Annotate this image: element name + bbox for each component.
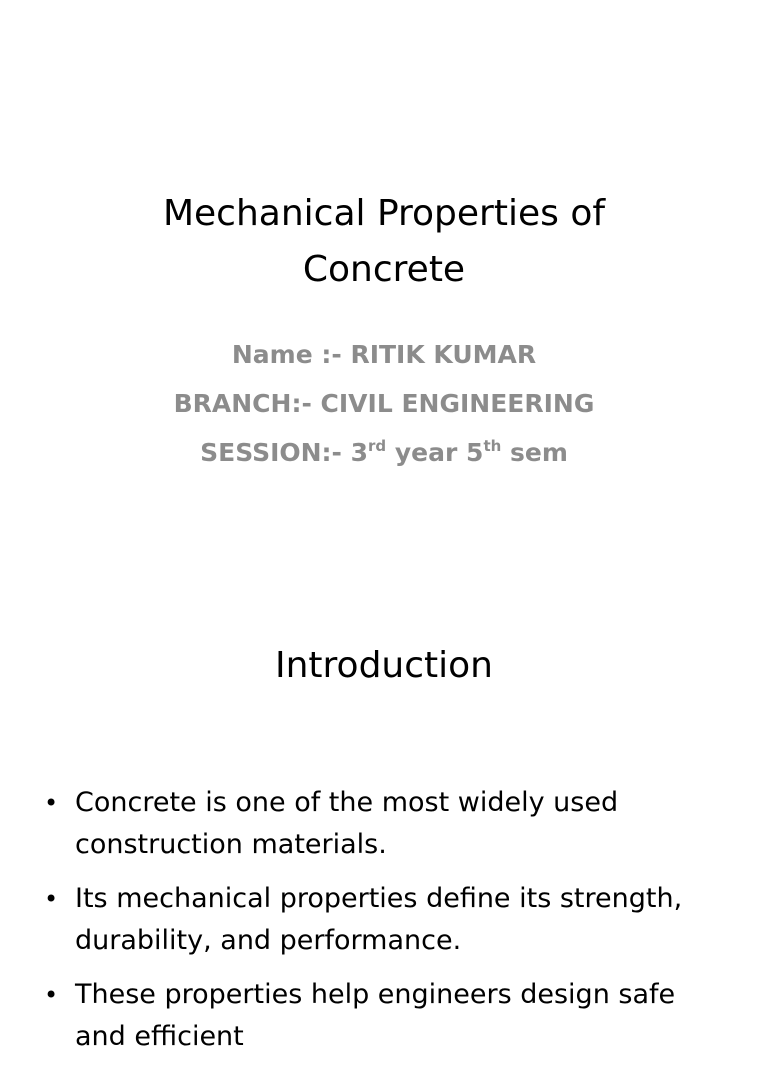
session-ordinal-rd: rd	[368, 437, 387, 455]
bullet-item	[44, 878, 724, 962]
bullet-item	[44, 974, 724, 1058]
slide-title: Introduction	[274, 645, 493, 686]
branch-line: BRANCH:- CIVIL ENGINEERING	[173, 389, 595, 418]
bullet-list	[44, 782, 724, 1070]
slide-title	[0, 186, 768, 298]
session-ordinal-th: th	[483, 437, 502, 455]
bullet-text: These properties help engineers design safe and efficient	[75, 979, 676, 1052]
bullet-dot-icon: •	[44, 789, 59, 817]
session-prefix: SESSION:- 3	[200, 438, 369, 467]
bullet-item	[44, 782, 724, 866]
slide-subtitle	[0, 330, 768, 477]
name-line: Name :- RITIK KUMAR	[231, 340, 537, 369]
bullet-text: Its mechanical properties define its strength, durability, and performance.	[75, 883, 683, 956]
session-suffix: sem	[501, 438, 568, 467]
session-middle: year 5	[386, 438, 484, 467]
title-line-2: Concrete	[302, 249, 466, 290]
introduction-slide	[0, 560, 768, 1052]
bullet-dot-icon: •	[44, 981, 59, 1009]
bullet-dot-icon: •	[44, 885, 59, 913]
bullet-text: Concrete is one of the most widely used construction materials.	[75, 787, 619, 860]
title-line-1: Mechanical Properties of	[162, 193, 606, 234]
session-line	[0, 428, 768, 477]
